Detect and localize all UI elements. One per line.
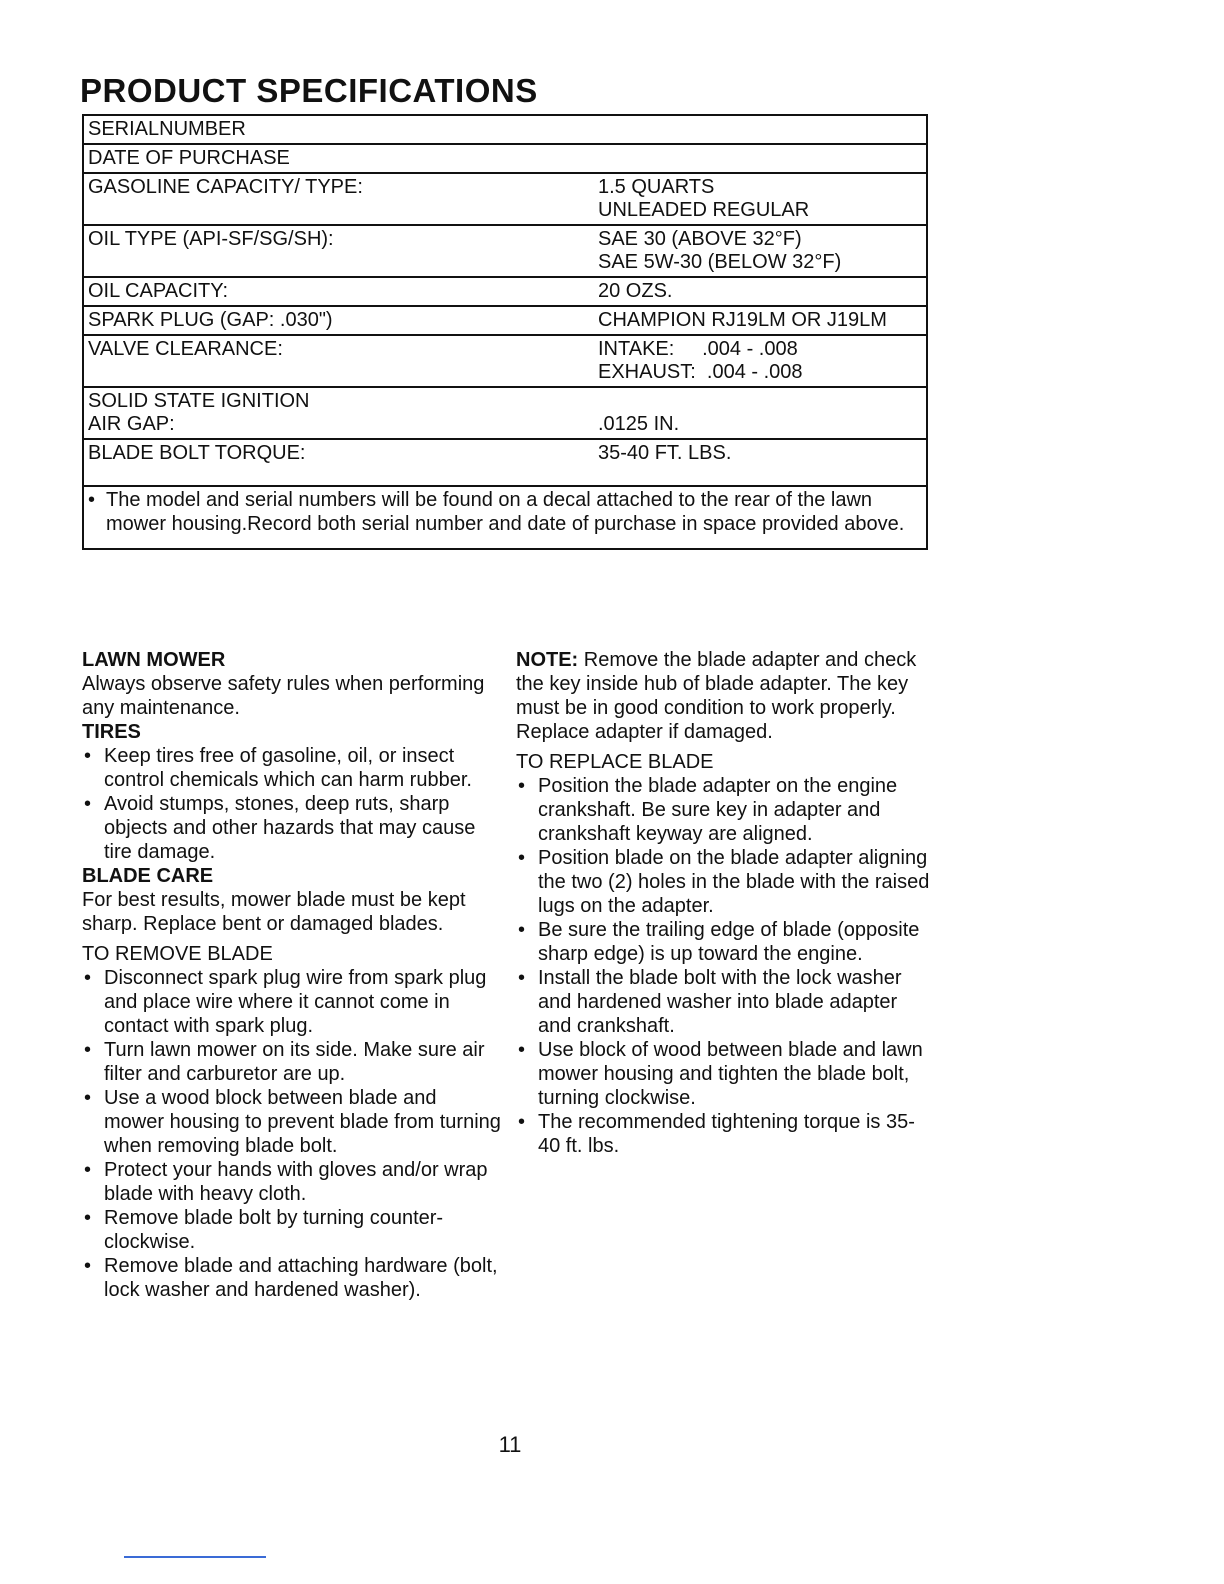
list-item: • Use block of wood between blade and lawn mower housing and tighten the blade bolt, turning clockwise.: [516, 1038, 932, 1110]
spec-note-text: The model and serial numbers will be found on a decal attached to the rear of the lawn mower housing.Record both serial number and date of purchase in space provided above.: [106, 489, 905, 535]
list-item: • Remove blade bolt by turning counter-clockwise.: [82, 1206, 502, 1254]
spec-value: .0125 IN.: [598, 413, 680, 435]
spec-label: SOLID STATE IGNITION AIR GAP:: [88, 390, 310, 435]
spec-label: SERIALNUMBER: [88, 118, 246, 140]
spec-value: CHAMPION RJ19LM OR J19LM: [598, 309, 887, 331]
lawn-mower-heading: LAWN MOWER: [82, 649, 226, 671]
spec-row: [84, 307, 926, 336]
list-item: • Be sure the trailing edge of blade (opposite sharp edge) is up toward the engine.: [516, 918, 932, 966]
spec-row: [84, 278, 926, 307]
lawn-mower-intro: Always observe safety rules when performing any maintenance.: [82, 673, 485, 719]
blade-care-text: For best results, mower blade must be kept sharp. Replace bent or damaged blades.: [82, 889, 466, 935]
list-item: • Protect your hands with gloves and/or wrap blade with heavy cloth.: [82, 1158, 502, 1206]
left-column: [82, 648, 502, 1302]
replace-blade-heading: TO REPLACE BLADE: [516, 751, 714, 773]
list-item: • Install the blade bolt with the lock washer and hardened washer into blade adapter and crankshaft.: [516, 966, 932, 1038]
list-item: • Position blade on the blade adapter aligning the two (2) holes in the blade with the raised lugs on the adapter.: [516, 846, 932, 918]
spec-label: DATE OF PURCHASE: [88, 147, 290, 169]
list-item: • Remove blade and attaching hardware (bolt, lock washer and hardened washer).: [82, 1254, 502, 1302]
note-paragraph: [516, 648, 932, 744]
remove-blade-steps: [82, 966, 502, 1302]
list-item: • The recommended tightening torque is 35-40 ft. lbs.: [516, 1110, 932, 1158]
tires-list: [82, 744, 502, 864]
spec-label: GASOLINE CAPACITY/ TYPE:: [88, 176, 363, 198]
remove-blade-heading: TO REMOVE BLADE: [82, 943, 273, 965]
spec-row: [84, 226, 926, 278]
spec-row: [84, 440, 926, 487]
spec-label: OIL TYPE (API-SF/SG/SH):: [88, 228, 334, 250]
list-item: • Use a wood block between blade and mower housing to prevent blade from turning when removing blade bolt.: [82, 1086, 502, 1158]
list-item: • Keep tires free of gasoline, oil, or insect control chemicals which can harm rubber.: [82, 744, 502, 792]
spec-row: [84, 336, 926, 388]
spec-label: SPARK PLUG (GAP: .030"): [88, 309, 333, 331]
spec-label: OIL CAPACITY:: [88, 280, 229, 302]
spec-value: [598, 147, 926, 170]
page-title: PRODUCT SPECIFICATIONS: [80, 72, 538, 109]
right-column: [516, 648, 932, 1158]
blade-care-heading: BLADE CARE: [82, 865, 214, 887]
spec-row: [84, 388, 926, 440]
tires-heading: TIRES: [82, 721, 141, 743]
spec-value: 20 OZS.: [598, 280, 673, 302]
spec-label: VALVE CLEARANCE:: [88, 338, 283, 360]
spec-value: SAE 30 (ABOVE 32°F) SAE 5W-30 (BELOW 32°F): [598, 228, 842, 273]
scan-artifact-line: [124, 1556, 266, 1558]
spec-label: BLADE BOLT TORQUE:: [88, 442, 306, 464]
list-item: • Position the blade adapter on the engine crankshaft. Be sure key in adapter and crankshaft keyway are aligned.: [516, 774, 932, 846]
spec-row: [84, 145, 926, 174]
replace-blade-steps: [516, 774, 932, 1158]
spec-table: [82, 114, 928, 550]
note-label: NOTE:: [516, 649, 579, 671]
spec-value: 35-40 FT. LBS.: [598, 442, 732, 464]
spec-note: [84, 487, 926, 548]
list-item: • Turn lawn mower on its side. Make sure air filter and carburetor are up.: [82, 1038, 502, 1086]
spec-value: INTAKE: .004 - .008 EXHAUST: .004 - .008: [598, 338, 803, 383]
spec-row: [84, 174, 926, 226]
list-item: • Disconnect spark plug wire from spark plug and place wire where it cannot come in contact with spark plug.: [82, 966, 502, 1038]
spec-value: [598, 118, 926, 141]
spec-value: 1.5 QUARTS UNLEADED REGULAR: [598, 176, 810, 221]
spec-row: [84, 116, 926, 145]
note-text: Remove the blade adapter and check the key inside hub of blade adapter. The key must be in good condition to work properly. Replace adapter if damaged.: [516, 649, 917, 743]
bullet-icon: •: [88, 489, 96, 511]
list-item: • Avoid stumps, stones, deep ruts, sharp objects and other hazards that may cause tire damage.: [82, 792, 502, 864]
page-number: 11: [498, 1432, 522, 1457]
